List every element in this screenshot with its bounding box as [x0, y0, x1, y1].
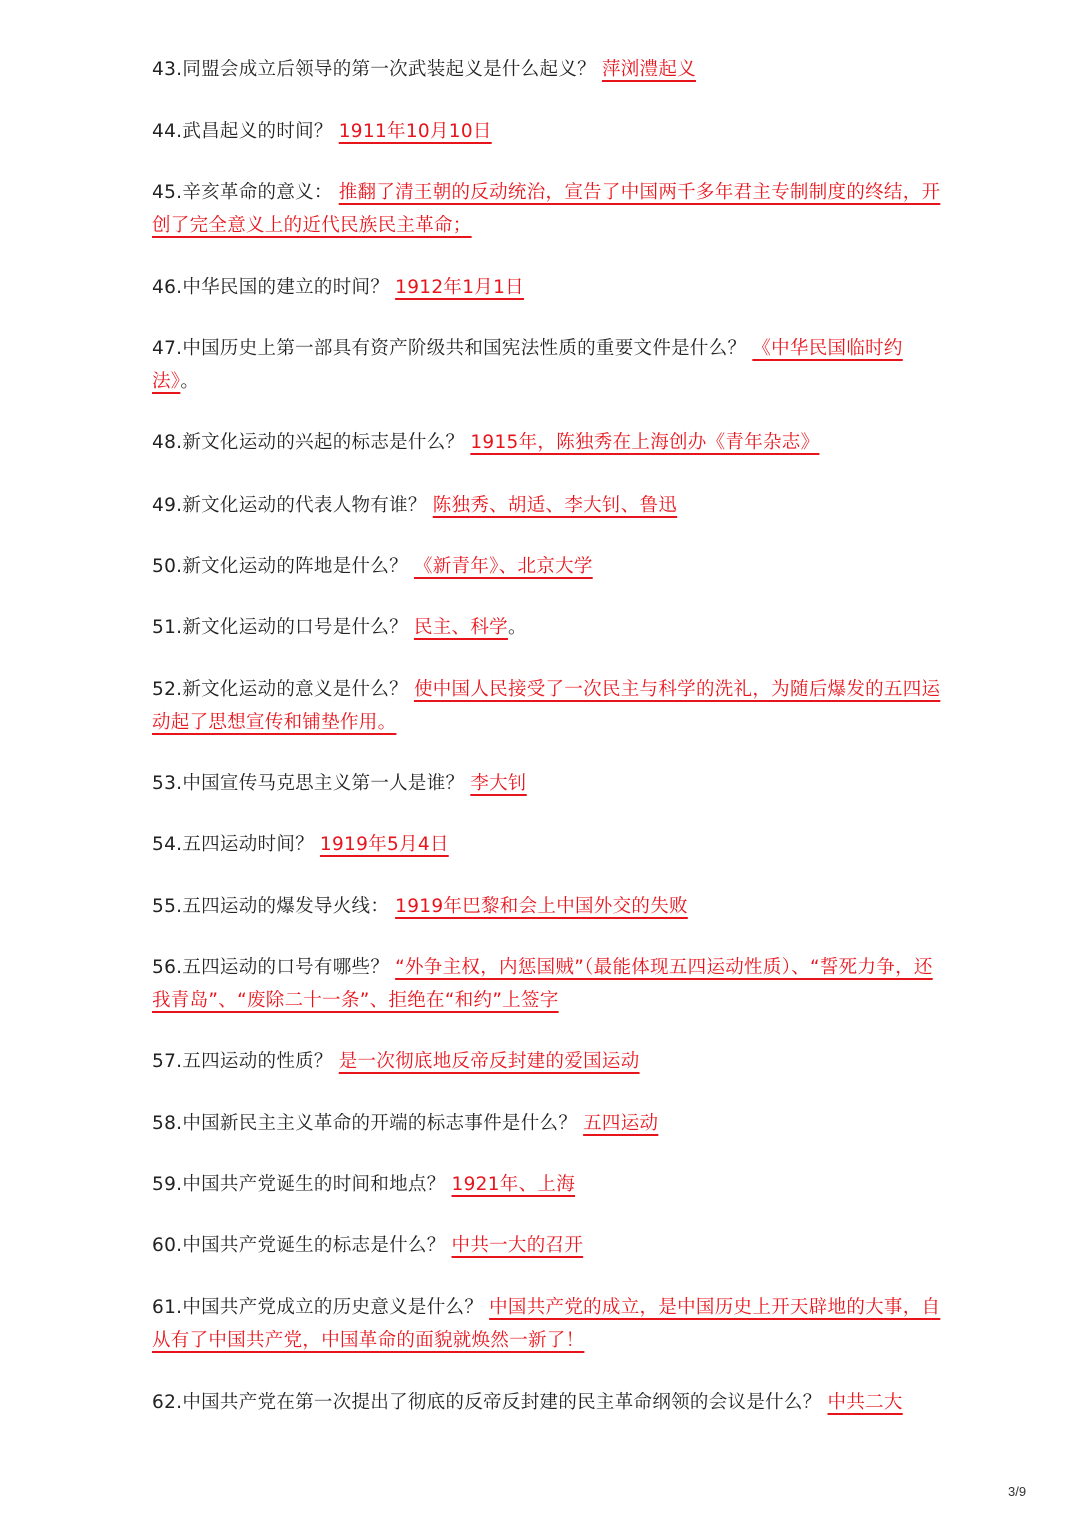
answer-text: 中共一大的召开	[451, 1235, 584, 1256]
qa-item-62	[152, 1386, 942, 1419]
question-text: 62.中国共产党在第一次提出了彻底的反帝反封建的民主革命纲领的会议是什么？	[152, 1392, 822, 1413]
question-text: 45.辛亥革命的意义：	[152, 182, 333, 203]
question-text: 49.新文化运动的代表人物有谁？	[152, 495, 427, 516]
answer-text: 推翻了清王朝的反动统治，宣告了中国两千多年君主专制制度的终结，开创了完全意义上的近代民族民主革命；	[152, 182, 941, 236]
qa-item-48	[152, 426, 942, 459]
answer-text: 中共二大	[827, 1392, 903, 1413]
answer-text: 1912年1月1日	[395, 277, 524, 298]
question-text: 50.新文化运动的阵地是什么？	[152, 556, 408, 577]
question-text: 52.新文化运动的意义是什么？	[152, 679, 408, 700]
answer-text: 《新青年》、北京大学	[413, 556, 593, 577]
question-text: 56.五四运动的口号有哪些？	[152, 957, 390, 978]
question-text: 59.中国共产党诞生的时间和地点？	[152, 1174, 446, 1195]
qa-item-57	[152, 1045, 942, 1078]
qa-item-59	[152, 1168, 942, 1201]
question-text: 51.新文化运动的口号是什么？	[152, 617, 408, 638]
question-text: 58.中国新民主主义革命的开端的标志事件是什么？	[152, 1113, 578, 1134]
qa-item-56	[152, 951, 942, 1017]
answer-text: 是一次彻底地反帝反封建的爱国运动	[338, 1051, 640, 1072]
qa-item-61	[152, 1291, 942, 1357]
question-text: 47.中国历史上第一部具有资产阶级共和国宪法性质的重要文件是什么？	[152, 338, 747, 359]
question-text: 53.中国宣传马克思主义第一人是谁？	[152, 773, 465, 794]
question-text: 46.中华民国的建立的时间？	[152, 277, 390, 298]
answer-text: 1911年10月10日	[338, 121, 492, 142]
question-text: 48.新文化运动的兴起的标志是什么？	[152, 432, 465, 453]
page-number: 3/9	[1008, 1484, 1027, 1499]
answer-text: 1915年，陈独秀在上海创办《青年杂志》	[470, 432, 820, 453]
qa-item-60	[152, 1229, 942, 1262]
question-text: 54.五四运动时间？	[152, 834, 314, 855]
qa-item-43	[152, 53, 942, 86]
qa-item-58	[152, 1107, 942, 1140]
answer-text: 《中华民国临时约法》	[152, 338, 903, 392]
question-text: 55.五四运动的爆发导火线：	[152, 896, 390, 917]
qa-item-52	[152, 673, 942, 739]
answer-text: 陈独秀、胡适、李大钊、鲁迅	[432, 495, 678, 516]
qa-item-49	[152, 489, 942, 522]
qa-item-46	[152, 271, 942, 304]
answer-text: 五四运动	[583, 1113, 659, 1134]
question-text: 57.五四运动的性质？	[152, 1051, 333, 1072]
qa-item-53	[152, 767, 942, 800]
qa-item-54	[152, 828, 942, 861]
answer-text: 使中国人民接受了一次民主与科学的洗礼，为随后爆发的五四运动起了思想宣传和铺垫作用。	[152, 679, 941, 733]
question-text: 60.中国共产党诞生的标志是什么？	[152, 1235, 446, 1256]
answer-text: 1919年5月4日	[319, 834, 449, 855]
qa-item-55	[152, 890, 942, 923]
answer-text: 萍浏澧起义	[601, 59, 696, 80]
answer-text: 民主、科学	[413, 617, 508, 638]
answer-text: 中国共产党的成立，是中国历史上开天辟地的大事，自从有了中国共产党，中国革命的面貌就焕然一新了！	[152, 1297, 941, 1351]
answer-tail: 。	[180, 371, 200, 392]
qa-item-44	[152, 115, 942, 148]
answer-text: 李大钊	[470, 773, 527, 794]
qa-item-47	[152, 332, 942, 398]
answer-text: 1921年、上海	[451, 1174, 576, 1195]
answer-text: 1919年巴黎和会上中国外交的失败	[395, 896, 688, 917]
answer-text: “外争主权，内惩国贼”（最能体现五四运动性质）、“誓死力争，还我青岛”、“废除二十一条”、拒绝在“和约”上签字	[152, 957, 933, 1011]
qa-item-45	[152, 176, 942, 242]
qa-item-51	[152, 611, 942, 644]
question-text: 61.中国共产党成立的历史意义是什么？	[152, 1297, 484, 1318]
question-text: 44.武昌起义的时间？	[152, 121, 333, 142]
question-text: 43.同盟会成立后领导的第一次武装起义是什么起义？	[152, 59, 596, 80]
qa-item-50	[152, 550, 942, 583]
answer-tail: 。	[507, 617, 527, 638]
